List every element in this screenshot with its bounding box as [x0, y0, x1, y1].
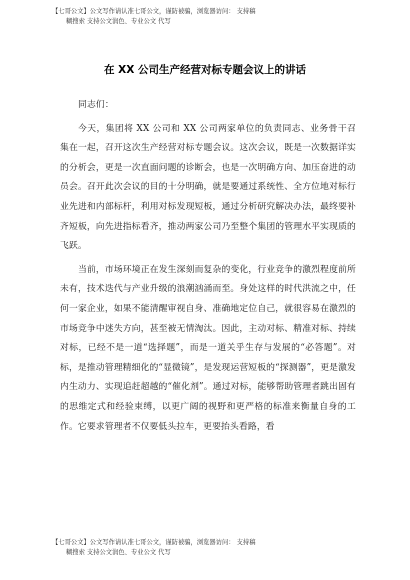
salutation: 同志们：	[78, 100, 114, 110]
document-body	[60, 96, 356, 437]
header-line-1: 【七哥公文】公文写作请认准七哥公文，谨防被骗，浏览器访问： 支持稿	[52, 8, 256, 15]
document-title: 在 XX 公司生产经营对标专题会议上的讲话	[103, 64, 306, 76]
footer-line-1: 【七哥公文】公文写作请认准七哥公文，谨防被骗，浏览器访问： 支持稿	[52, 539, 256, 546]
page-footer	[52, 538, 382, 558]
footer-line-2: 糊搜索 支持公文润色、专业公文 代写	[66, 549, 171, 556]
body-paragraph-2: 当前，市场环境正在发生深刻而复杂的变化，行业竞争的激烈程度前所未有，技术迭代与产业升级的浪潮汹涌而至。身处这样的时代洪流之中，任何一家企业，如果不能清醒审视自身、准确地定位自己，就很容易在激烈的市场竞争中迷失方向，甚至被无情淘汰。因此，主动对标、精准对标、持续对标，已经不是一道“选择题”，而是一道关乎生存与发展的“必答题”。对标，是推动管理精细化的“显微镜”，是发现运营短板的“探测器”，更是激发内生动力、实现追赶超越的“催化剂”。通过对标，能够帮助管理者跳出固有的思维定式和经验束缚，以更广阔的视野和更严格的标准来衡量自身的工作。它要求管理者不仅要低头拉车，更要抬头看路，看	[60, 264, 356, 432]
page-header	[52, 7, 382, 27]
header-line-2: 糊搜索 支持公文润色、专业公文 代写	[66, 18, 171, 25]
body-paragraph-1: 今天，集团将 XX 公司和 XX 公司两家单位的负责同志、业务骨干召集在一起，召开这次生产经营对标专题会议。这次会议，既是一次数据详实的分析会，更是一次直面问题的诊断会，也是一次明确方向、加压奋进的动员会。召开此次会议的目的十分明确，就是要通过系统性、全方位地对标行业先进和内部标杆，利用对标发现短板，通过分析研究解决办法，最终要补齐短板，向先进指标看齐，推动两家公司乃至整个集团的管理水平实现质的飞跃。	[60, 123, 356, 252]
